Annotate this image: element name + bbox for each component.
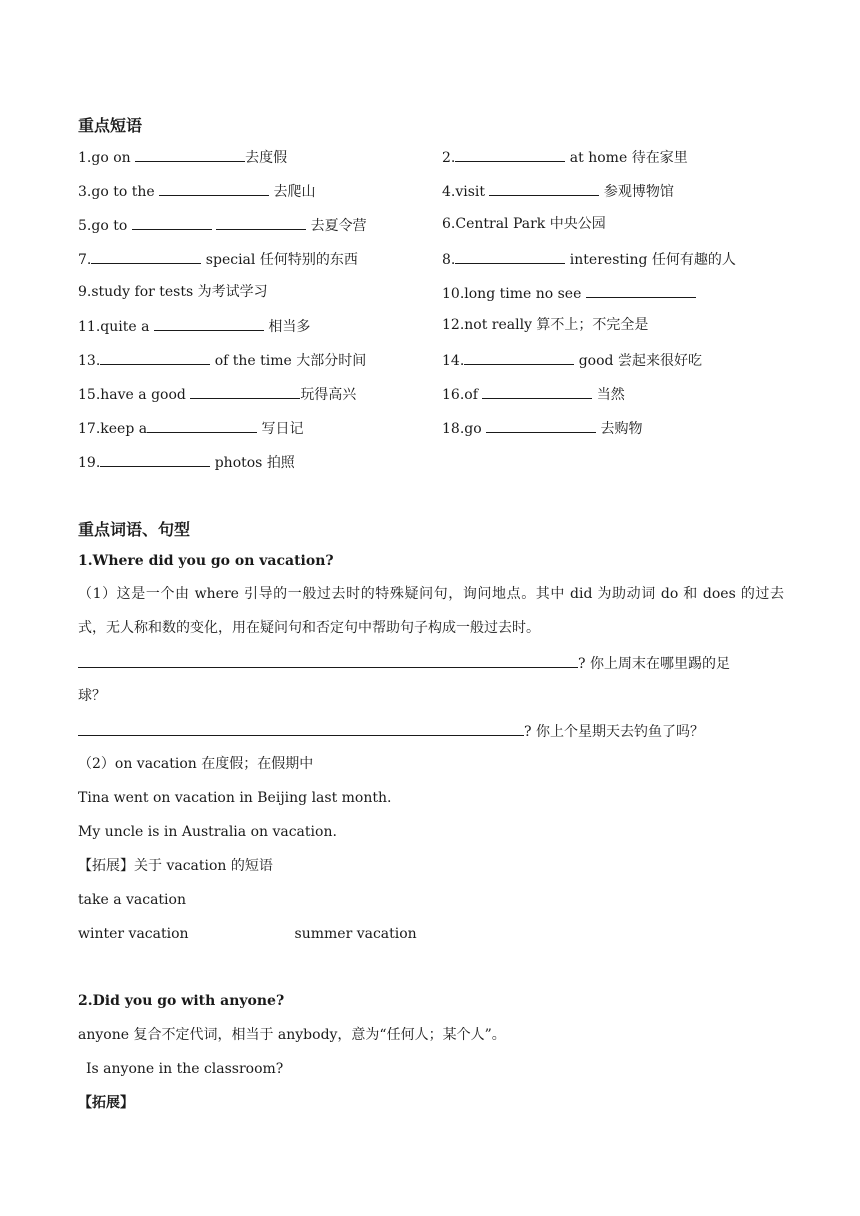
section-title-key-words-sentences: 重点词语、句型	[78, 520, 191, 539]
phrase-blank[interactable]	[154, 315, 264, 331]
phrase-text: 17.keep a	[78, 421, 148, 437]
phrase-text: 10.long time no see	[442, 286, 586, 302]
phrase-text: 16.of	[442, 387, 483, 403]
phrase-text: 3.go to the	[78, 184, 160, 200]
phrase-meaning: 当然	[592, 387, 625, 403]
phrase-text: 13.	[78, 353, 101, 369]
phrase-item	[442, 282, 696, 304]
phrase-item	[78, 248, 358, 270]
phrase-item	[442, 214, 606, 234]
phrase-text: 14.	[442, 353, 465, 369]
exercise-1-wrap: 球？	[78, 688, 106, 704]
phrase-blank[interactable]	[455, 146, 565, 162]
phrase-text: 12.not really 算不上；不完全是	[442, 317, 649, 333]
phrase-row	[78, 248, 784, 268]
phrase-row	[78, 282, 784, 302]
paragraph-2: （2）on vacation 在度假；在假期中	[78, 756, 314, 772]
phrase-meaning: at home 待在家里	[565, 150, 688, 166]
anyone-example: Is anyone in the classroom?	[86, 1061, 284, 1077]
phrase-blank[interactable]	[100, 451, 210, 467]
phrase-row	[78, 315, 784, 335]
extension-heading-2: 【拓展】	[78, 1095, 134, 1111]
phrase-blank[interactable]	[190, 383, 300, 399]
extension-heading-vacation: 【拓展】关于 vacation 的短语	[78, 858, 273, 874]
phrase-text: 1.go on	[78, 150, 136, 166]
phrase-blank[interactable]	[489, 180, 599, 196]
phrase-item	[442, 383, 625, 405]
phrase-item	[78, 417, 304, 439]
phrase-blank[interactable]	[147, 417, 257, 433]
phrase-text: 4.visit	[442, 184, 490, 200]
phrase-meaning: 去夏令营	[306, 218, 367, 234]
phrase-item	[442, 315, 648, 335]
question-2-heading: 2.Did you go with anyone?	[78, 993, 285, 1009]
phrase-item	[442, 248, 736, 270]
phrase-meaning: 玩得高兴	[300, 387, 357, 403]
anyone-explanation: anyone 复合不定代词，相当于 anybody，意为“任何人；某个人”。	[78, 1027, 506, 1043]
phrase-blank[interactable]	[100, 349, 210, 365]
phrase-blank[interactable]	[455, 248, 565, 264]
vacation-phrase-summer: summer vacation	[294, 926, 417, 942]
phrase-meaning: 去购物	[596, 421, 643, 437]
phrase-text: 19.	[78, 455, 101, 471]
phrase-blank[interactable]	[91, 248, 201, 264]
phrase-item	[78, 214, 367, 236]
section-title-key-phrases: 重点短语	[78, 116, 143, 135]
phrase-text: 6.Central Park 中央公园	[442, 216, 606, 232]
phrase-meaning: 相当多	[263, 319, 311, 335]
phrase-text: 8.	[442, 252, 456, 268]
phrase-meaning: of the time 大部分时间	[210, 353, 367, 369]
phrase-text: 18.go	[442, 421, 487, 437]
phrase-row	[78, 180, 784, 200]
phrase-row	[78, 214, 784, 234]
phrase-meaning: 参观博物馆	[599, 184, 674, 200]
phrase-text: 11.quite a	[78, 319, 154, 335]
exercise-1	[78, 652, 730, 674]
phrase-item	[78, 180, 316, 202]
phrase-item	[78, 349, 366, 371]
example-sentence-2: My uncle is in Australia on vacation.	[78, 824, 337, 840]
phrase-item	[442, 349, 702, 371]
phrase-row	[78, 417, 784, 437]
phrase-blank[interactable]	[482, 383, 592, 399]
phrase-item	[78, 315, 310, 337]
phrase-blank[interactable]	[135, 146, 245, 162]
phrase-text: 15.have a good	[78, 387, 191, 403]
vacation-phrase-1: take a vacation	[78, 892, 186, 908]
phrase-item	[442, 180, 674, 202]
phrase-meaning: 去爬山	[269, 184, 316, 200]
phrase-item	[78, 383, 356, 405]
phrase-text: 9.study for tests 为考试学习	[78, 284, 268, 300]
phrase-blank[interactable]	[464, 349, 574, 365]
phrase-blank[interactable]	[132, 214, 212, 230]
phrase-blank[interactable]	[159, 180, 269, 196]
exercise-2-prompt: ? 你上个星期天去钓鱼了吗？	[524, 724, 704, 740]
phrase-meaning: photos 拍照	[210, 455, 295, 471]
phrase-meaning: 去度假	[245, 150, 288, 166]
phrase-row	[78, 349, 784, 369]
vacation-phrase-winter: winter vacation	[78, 926, 189, 942]
question-1-heading: 1.Where did you go on vacation?	[78, 553, 334, 569]
answer-blank[interactable]	[78, 652, 578, 668]
phrase-item	[442, 417, 643, 439]
phrase-meaning: 写日记	[257, 421, 304, 437]
phrase-text: 2.	[442, 150, 456, 166]
phrase-meaning: good 尝起来很好吃	[574, 353, 702, 369]
phrase-item	[78, 146, 287, 168]
paragraph-1-line-1: （1）这是一个由 where 引导的一般过去时的特殊疑问句，询问地点。其中 did 为助动词 do 和 does 的过去	[78, 586, 784, 602]
phrase-row	[78, 451, 784, 471]
example-sentence-1: Tina went on vacation in Beijing last month.	[78, 790, 392, 806]
phrase-row	[78, 383, 784, 403]
phrase-text: 7.	[78, 252, 92, 268]
exercise-2	[78, 720, 704, 742]
phrase-row	[78, 146, 784, 166]
phrase-blank[interactable]	[486, 417, 596, 433]
phrase-meaning: special 任何特别的东西	[201, 252, 358, 268]
exercise-1-prompt: ? 你上周末在哪里踢的足	[578, 656, 730, 672]
phrase-item	[442, 146, 688, 168]
phrase-item	[78, 451, 295, 473]
phrase-blank[interactable]	[216, 214, 306, 230]
vacation-phrase-2	[78, 924, 417, 944]
phrase-meaning: interesting 任何有趣的人	[565, 252, 736, 268]
phrase-text: 5.go to	[78, 218, 132, 234]
paragraph-1-line-2: 式，无人称和数的变化，用在疑问句和否定句中帮助句子构成一般过去时。	[78, 620, 540, 636]
answer-blank[interactable]	[78, 720, 524, 736]
phrase-blank[interactable]	[586, 282, 696, 298]
phrase-item	[78, 282, 268, 302]
